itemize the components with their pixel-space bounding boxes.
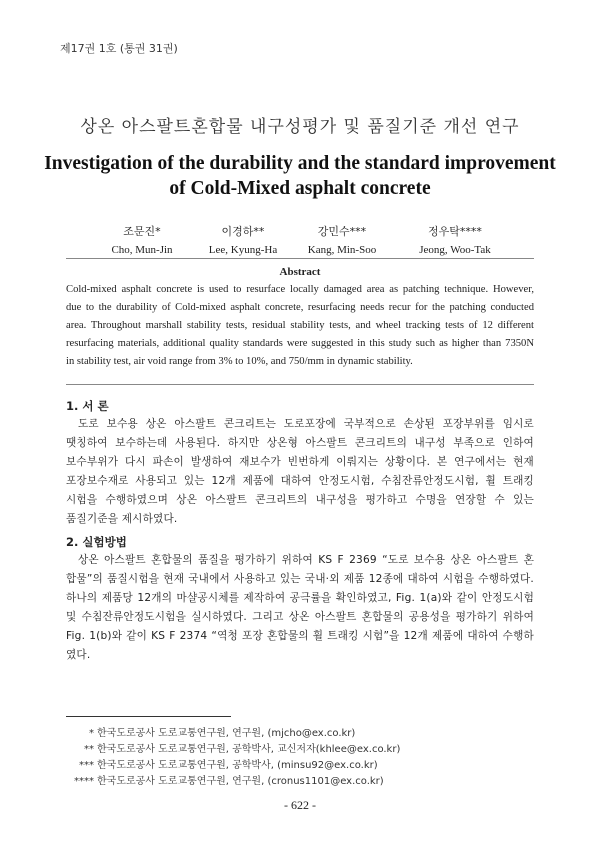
- abstract-line: area. Throughout marshall stability tests, residual stability tests, and wheel tracking tests of 12 different: [66, 320, 534, 331]
- footnote-mark: ***: [79, 760, 94, 771]
- section-1-line: 시험을 수행하였으며 상온 아스팔트 콘크리트의 내구성을 평가하고 수명을 연장할 수 있는: [66, 494, 534, 506]
- section-1-line: 땟칭하여 보수하는데 사용된다. 하지만 상온형 아스팔트 콘크리트의 내구성 부족으로 인하여: [66, 437, 534, 449]
- section-2-line: 합물”의 품질시험을 현재 국내에서 사용하고 있는 국내·외 제품 12종에 대하여 시험을 수행하였다.: [66, 573, 534, 585]
- section-1-line: 보수부위가 다시 파손이 발생하여 재보수가 빈번하게 이뤄지는 상황이다. 본 연구에서는 현재: [66, 456, 534, 468]
- section-2-line: 상온 아스팔트 혼합물의 품질을 평가하기 위하여 KS F 2369 “도로 보수용 상온 아스팔트 혼: [78, 554, 534, 566]
- abstract-line: in stability test, air void range from 3% to 10%, and 750/mm in dynamic stability.: [66, 356, 413, 367]
- footnote: [66, 724, 355, 739]
- author-name-english: Kang, Min-Soo: [307, 244, 377, 256]
- journal-issue-header: 제17권 1호 (통권 31권): [60, 42, 178, 55]
- abstract-line: Cold-mixed asphalt concrete is used to resurface locally damaged area as patching technique. However,: [66, 284, 534, 295]
- section-2-line: Fig. 1(b)와 같이 KS F 2374 “역청 포장 혼합물의 휠 트래킹 시험”을 12개 제품에 대하여 수행하: [66, 630, 534, 642]
- author-3: [282, 223, 402, 256]
- footnote-mark: ****: [74, 776, 94, 787]
- section-2-line: 하나의 제품당 12개의 마샬공시체를 제작하여 공극률을 확인하였고, Fig. 1(a)와 같이 안정도시험: [66, 592, 534, 604]
- title-english-line-2: of Cold-Mixed asphalt concrete: [169, 178, 431, 199]
- abstract-bottom-rule: [66, 384, 534, 385]
- author-name-korean: 이경하**: [221, 225, 265, 238]
- page-number: - 622 -: [284, 798, 316, 812]
- footnote: [66, 740, 400, 755]
- section-1-heading: 1. 서 론: [66, 399, 109, 413]
- abstract-heading: Abstract: [279, 266, 321, 278]
- abstract-line: due to the durability of Cold-mixed asphalt concrete, resurfacing needs recur for the patching conducted: [66, 302, 534, 313]
- footnote-mark: **: [84, 744, 94, 755]
- author-4: [395, 223, 515, 256]
- abstract-top-rule: [66, 258, 534, 259]
- author-name-english: Jeong, Woo-Tak: [419, 244, 491, 256]
- footnote-text: 한국도로공사 도로교통연구원, 공학박사, (minsu92@ex.co.kr): [97, 760, 378, 771]
- footnote-mark: *: [89, 728, 94, 739]
- section-2-line: 및 수침잔류안정도시험을 실시하였다. 그리고 상온 아스팔트 혼합물의 공용성을 평가하기 위하여: [66, 611, 534, 623]
- section-1-line: 도로 보수용 상온 아스팔트 콘크리트는 도로포장에 국부적으로 손상된 포장부위를 임시로: [78, 418, 534, 430]
- author-name-korean: 정우탁****: [428, 225, 482, 238]
- title-english-line-1: Investigation of the durability and the standard improvement: [44, 153, 556, 174]
- author-name-english: Lee, Kyung-Ha: [208, 244, 278, 256]
- section-2-line: 였다.: [66, 649, 91, 661]
- author-name-korean: 강민수***: [317, 225, 367, 238]
- section-1-line: 품질기준을 제시하였다.: [66, 513, 178, 525]
- footnote: [66, 772, 384, 787]
- footnote-text: 한국도로공사 도로교통연구원, 연구원, (mjcho@ex.co.kr): [97, 728, 356, 739]
- author-name-korean: 조문진*: [123, 225, 161, 238]
- footnote-text: 한국도로공사 도로교통연구원, 공학박사, 교신저자(khlee@ex.co.kr): [97, 744, 401, 755]
- footnote-text: 한국도로공사 도로교통연구원, 연구원, (cronus1101@ex.co.kr): [97, 776, 384, 787]
- footnote-rule: [66, 716, 231, 717]
- author-name-english: Cho, Mun-Jin: [111, 244, 173, 256]
- footnote: [66, 756, 378, 771]
- section-1-line: 포장보수재로 사용되고 있는 12개 제품에 대하여 안정도시험, 수침잔류안정도시험, 휠 트래킹: [66, 475, 534, 487]
- abstract-line: resurfacing materials, additional quality standards were suggested in this study such as higher than 7350N: [66, 338, 534, 349]
- section-2-heading: 2. 실험방법: [66, 535, 127, 549]
- title-korean: 상온 아스팔트혼합물 내구성평가 및 품질기준 개선 연구: [80, 117, 520, 137]
